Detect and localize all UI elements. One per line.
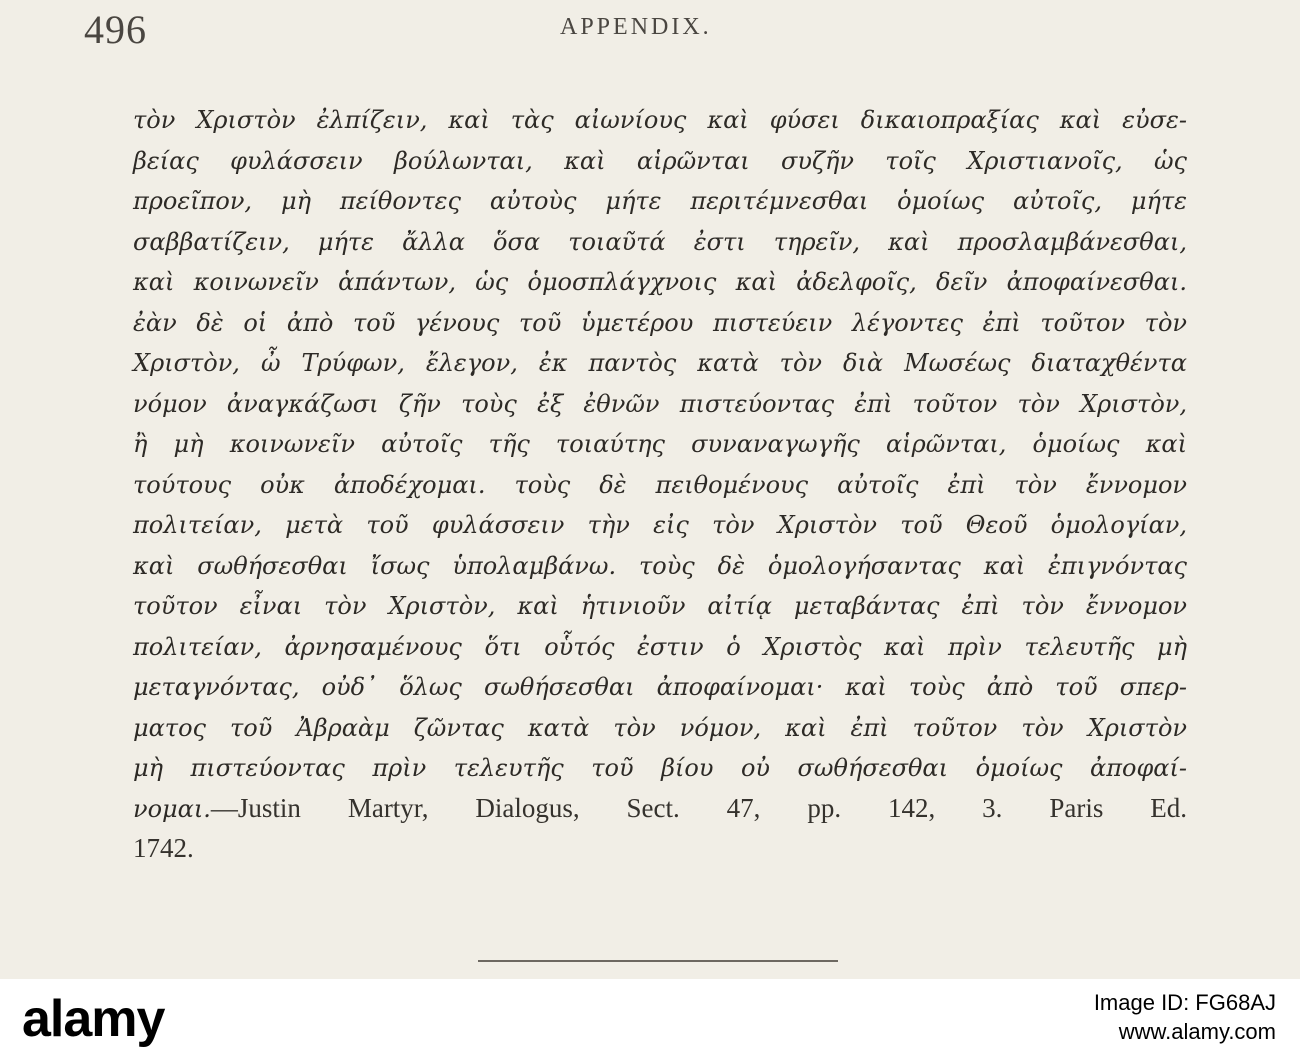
citation-line bbox=[133, 788, 1187, 829]
citation-year: 1742. bbox=[133, 833, 194, 863]
text-line bbox=[133, 99, 1187, 140]
greek-text: βείας φυλάσσειν βούλωνται, καὶ αἱρῶνται συζῆν τοῖς Χριστιανοῖς, ὡς bbox=[133, 146, 1187, 175]
greek-text: ματος τοῦ Ἀβραὰμ ζῶντας κατὰ τὸν νόμον, καὶ ἐπὶ τοῦτον τὸν Χριστὸν bbox=[133, 713, 1187, 742]
text-line bbox=[133, 383, 1187, 424]
text-line bbox=[133, 423, 1187, 464]
watermark-meta bbox=[1094, 989, 1276, 1047]
section-divider bbox=[478, 960, 838, 962]
text-line bbox=[133, 666, 1187, 707]
text-line bbox=[133, 707, 1187, 748]
text-line bbox=[133, 464, 1187, 505]
text-line bbox=[133, 342, 1187, 383]
greek-quotation bbox=[133, 99, 1187, 869]
text-line bbox=[133, 140, 1187, 181]
image-id-label: Image ID: FG68AJ bbox=[1093, 990, 1276, 1015]
watermark-url: www.alamy.com bbox=[1118, 1019, 1276, 1044]
text-line bbox=[133, 221, 1187, 262]
greek-text: προεῖπον, μὴ πείθοντες αὐτοὺς μήτε περιτέμνεσθαι ὁμοίως αὐτοῖς, μήτε bbox=[133, 187, 1187, 215]
alamy-logo: alamy bbox=[22, 990, 165, 1048]
greek-text: σαββατίζειν, μήτε ἄλλα ὅσα τοιαῦτά ἐστι τηρεῖν, καὶ προσλαμβάνεσθαι, bbox=[133, 227, 1187, 256]
text-line bbox=[133, 302, 1187, 343]
greek-text: νομαι. bbox=[133, 794, 211, 823]
text-line bbox=[133, 585, 1187, 626]
greek-text: τὸν Χριστὸν ἐλπίζειν, καὶ τὰς αἰωνίους καὶ φύσει δικαιοπραξίας καὶ εὐσε- bbox=[133, 106, 1187, 134]
greek-text: νόμον ἀναγκάζωσι ζῆν τοὺς ἐξ ἐθνῶν πιστεύοντας ἐπὶ τοῦτον τὸν Χριστὸν, bbox=[133, 389, 1187, 418]
text-line bbox=[133, 747, 1187, 788]
greek-text: τοῦτον εἶναι τὸν Χριστὸν, καὶ ἡτινιοῦν αἰτίᾳ μεταβάντας ἐπὶ τὸν ἔννομον bbox=[133, 592, 1187, 620]
greek-text: Χριστὸν, ὦ Τρύφων, ἔλεγον, ἐκ παντὸς κατὰ τὸν διὰ Μωσέως διαταχθέντα bbox=[133, 349, 1187, 377]
text-line bbox=[133, 261, 1187, 302]
text-line bbox=[133, 504, 1187, 545]
text-line bbox=[133, 545, 1187, 586]
greek-text: μὴ πιστεύοντας πρὶν τελευτῆς τοῦ βίου οὐ σωθήσεσθαι ὁμοίως ἀποφαί- bbox=[133, 754, 1187, 782]
greek-text: ἢ μὴ κοινωνεῖν αὐτοῖς τῆς τοιαύτης συναναγωγῆς αἱρῶνται, ὁμοίως καὶ bbox=[133, 430, 1187, 458]
text-line bbox=[133, 180, 1187, 221]
greek-text: τούτους οὐκ ἀποδέχομαι. τοὺς δὲ πειθομένους αὐτοῖς ἐπὶ τὸν ἔννομον bbox=[133, 470, 1187, 499]
citation-year-line bbox=[133, 828, 1187, 869]
text-line bbox=[133, 626, 1187, 667]
greek-text: μεταγνόντας, οὐδ᾽ ὅλως σωθήσεσθαι ἀποφαίνομαι· καὶ τοὺς ἀπὸ τοῦ σπερ- bbox=[133, 673, 1187, 701]
page-number: 496 bbox=[84, 7, 147, 52]
greek-text: πολιτείαν, μετὰ τοῦ φυλάσσειν τὴν εἰς τὸν Χριστὸν τοῦ Θεοῦ ὁμολογίαν, bbox=[133, 511, 1187, 539]
watermark-bar bbox=[0, 979, 1300, 1059]
greek-text: καὶ σωθήσεσθαι ἴσως ὑπολαμβάνω. τοὺς δὲ ὁμολογήσαντας καὶ ἐπιγνόντας bbox=[133, 551, 1187, 580]
greek-text: ἐὰν δὲ οἱ ἀπὸ τοῦ γένους τοῦ ὑμετέρου πιστεύειν λέγοντες ἐπὶ τοῦτον τὸν bbox=[133, 308, 1187, 337]
citation-text: —Justin Martyr, Dialogus, Sect. 47, pp. 142, 3. Paris Ed. bbox=[210, 792, 1187, 823]
greek-text: πολιτείαν, ἀρνησαμένους ὅτι οὗτός ἐστιν ὁ Χριστὸς καὶ πρὶν τελευτῆς μὴ bbox=[133, 632, 1187, 661]
running-head: APPENDIX. bbox=[560, 14, 712, 40]
greek-text: καὶ κοινωνεῖν ἁπάντων, ὡς ὁμοσπλάγχνοις καὶ ἀδελφοῖς, δεῖν ἀποφαίνεσθαι. bbox=[133, 268, 1187, 296]
